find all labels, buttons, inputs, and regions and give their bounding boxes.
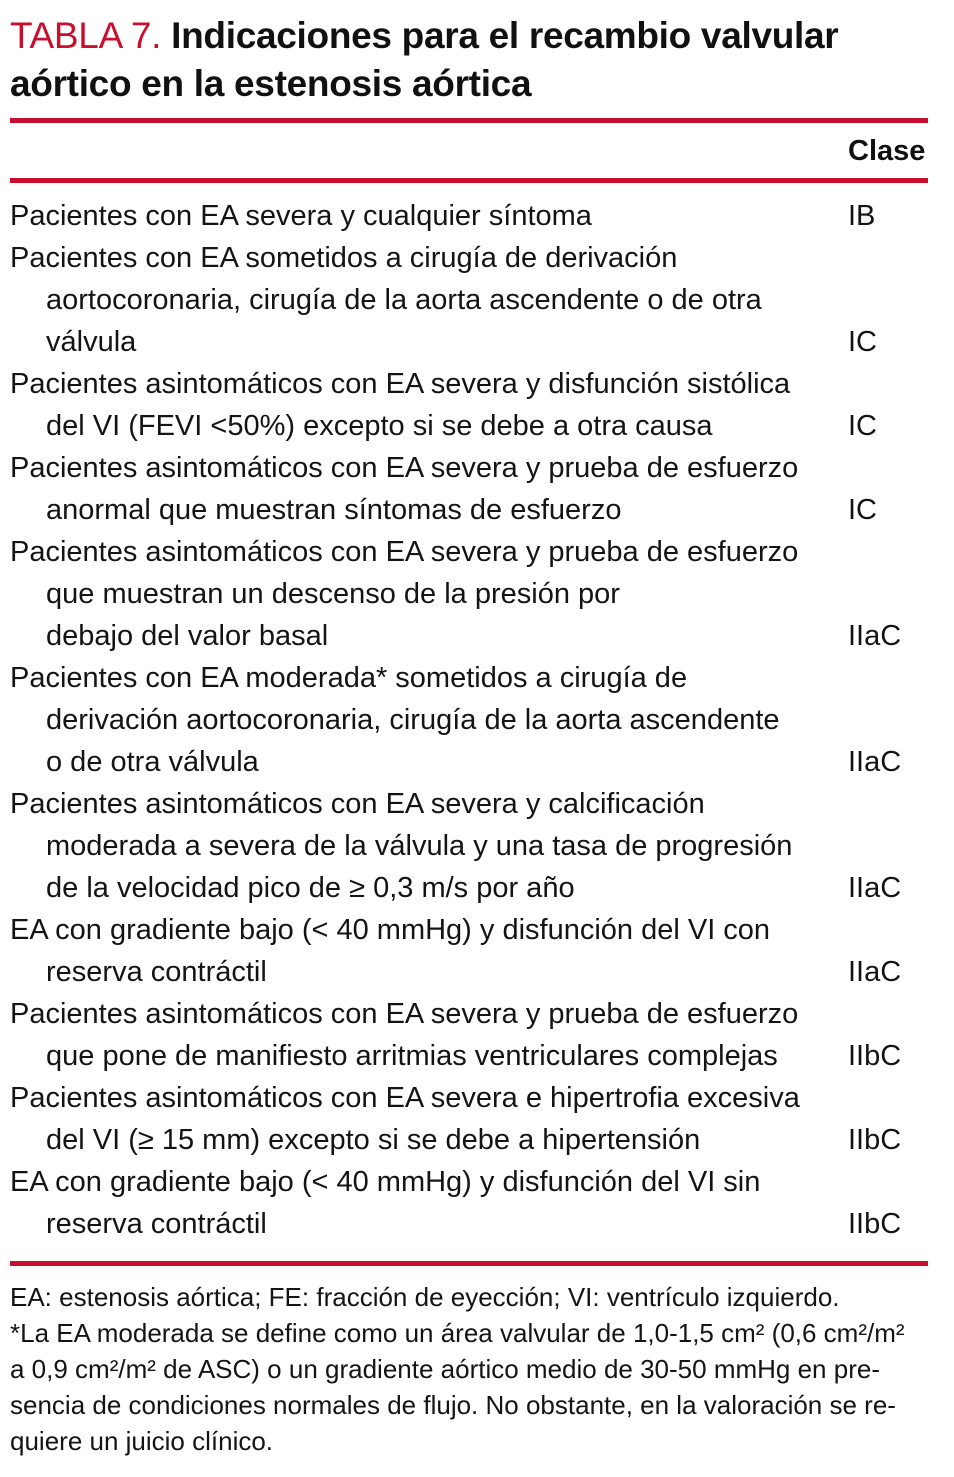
table-row [10,909,928,993]
indication-line: Pacientes asintomáticos con EA severa y prueba de esfuerzo [10,536,799,568]
table-footnotes [10,1266,928,1459]
indication-text [10,1161,848,1245]
indication-line: Pacientes asintomáticos con EA severa y disfunción sistólica [10,368,791,400]
clase-value: IB [848,200,876,232]
indication-line: reserva contráctil [46,1208,267,1240]
indication-line: Pacientes asintomáticos con EA severa e hipertrofia excesiva [10,1082,800,1114]
indication-text [10,447,848,531]
clase-value: IIaC [848,872,902,904]
table-row [10,1161,928,1245]
indication-line: Pacientes con EA severa y cualquier síntoma [10,200,592,232]
table-row [10,195,928,237]
clase-value: IIaC [848,956,902,988]
indication-text [10,195,848,237]
clase-value: IC [848,494,877,526]
indication-line: de la velocidad pico de ≥ 0,3 m/s por año [46,872,575,904]
clase-value: IIaC [848,620,902,652]
table-header-row [10,123,928,178]
indication-line: del VI (FEVI <50%) excepto si se debe a otra causa [46,410,713,442]
table-row [10,1077,928,1161]
indication-line: EA con gradiente bajo (< 40 mmHg) y disfunción del VI sin [10,1166,761,1198]
footnote-line: a 0,9 cm²/m² de ASC) o un gradiente aórtico medio de 30-50 mmHg en pre- [10,1354,880,1384]
indication-text [10,909,848,993]
indication-line: Pacientes con EA moderada* sometidos a cirugía de [10,662,688,694]
indication-text [10,993,848,1077]
indication-line: EA con gradiente bajo (< 40 mmHg) y disfunción del VI con [10,914,771,946]
footnote-line: quiere un juicio clínico. [10,1426,274,1456]
indication-text [10,363,848,447]
indication-line: que pone de manifiesto arritmias ventriculares complejas [46,1040,778,1072]
footnote-line: sencia de condiciones normales de flujo. No obstante, en la valoración se re- [10,1390,896,1420]
clase-value: IC [848,326,877,358]
indication-text [10,1077,848,1161]
indication-line: o de otra válvula [46,746,259,778]
indication-text [10,237,848,363]
table-number-label: TABLA 7. [10,15,162,56]
clase-value: IIbC [848,1124,902,1156]
indication-line: que muestran un descenso de la presión por [46,578,620,610]
table-title [10,12,910,108]
indication-text [10,531,848,657]
table-title-text: Indicaciones para el recambio valvular aórtico en la estenosis aórtica [10,15,839,104]
footnote-line: *La EA moderada se define como un área valvular de 1,0-1,5 cm² (0,6 cm²/m² [10,1318,905,1348]
table-row [10,363,928,447]
indication-line: moderada a severa de la válvula y una tasa de progresión [46,830,793,862]
indication-line: derivación aortocoronaria, cirugía de la aorta ascendente [46,704,780,736]
indication-line: anormal que muestran síntomas de esfuerzo [46,494,622,526]
table-row [10,447,928,531]
indication-line: Pacientes asintomáticos con EA severa y prueba de esfuerzo [10,452,799,484]
clase-column-header: Clase [848,135,926,167]
clase-value: IIbC [848,1208,902,1240]
indication-line: reserva contráctil [46,956,267,988]
table-body [10,183,928,1261]
clase-value: IIbC [848,1040,902,1072]
indication-line: aortocoronaria, cirugía de la aorta ascendente o de otra [46,284,762,316]
table-row [10,657,928,783]
table-row [10,783,928,909]
clase-value: IIaC [848,746,902,778]
indication-line: del VI (≥ 15 mm) excepto si se debe a hipertensión [46,1124,701,1156]
table-row [10,993,928,1077]
indication-line: válvula [46,326,137,358]
clase-value: IC [848,410,877,442]
indication-line: Pacientes asintomáticos con EA severa y calcificación [10,788,705,820]
indication-text [10,657,848,783]
indication-text [10,783,848,909]
indication-line: debajo del valor basal [46,620,329,652]
indication-line: Pacientes asintomáticos con EA severa y prueba de esfuerzo [10,998,799,1030]
table-row [10,531,928,657]
indication-line: Pacientes con EA sometidos a cirugía de derivación [10,242,678,274]
table-row [10,237,928,363]
footnote-line: EA: estenosis aórtica; FE: fracción de eyección; VI: ventrículo izquierdo. [10,1282,840,1312]
